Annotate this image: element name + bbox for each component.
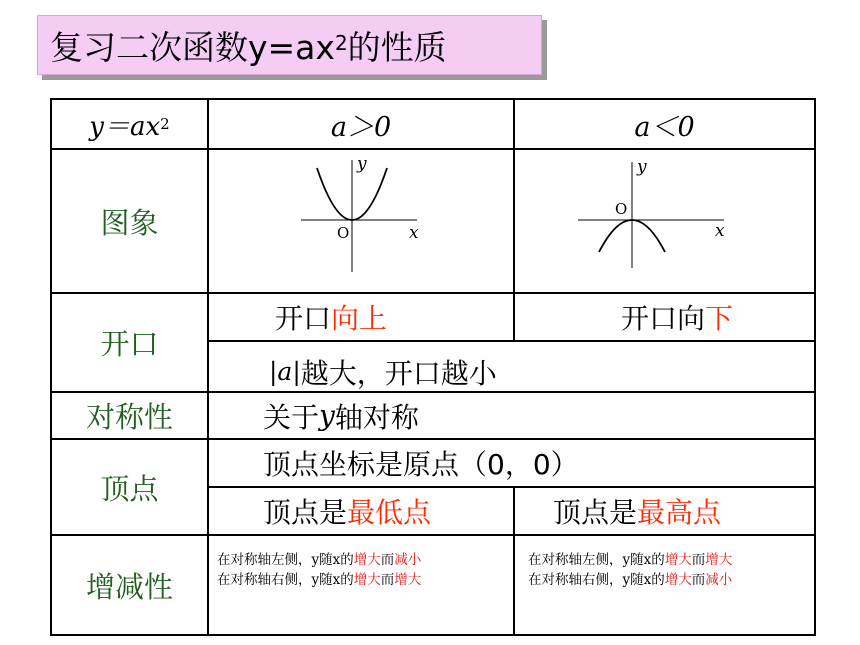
origin-label: O — [615, 200, 628, 218]
symmetry-variable: y — [319, 399, 335, 432]
title-main: 复习二次函数y=ax — [50, 27, 335, 67]
label-monotonicity-text: 增减性 — [85, 569, 173, 604]
label-symmetry-text: 对称性 — [85, 400, 173, 434]
table-border-bottom — [50, 634, 816, 636]
opening-cell-a-negative — [515, 294, 814, 340]
x-axis-label: x — [715, 221, 725, 241]
row-label-symmetry — [52, 393, 207, 438]
header-cell-a-positive — [209, 100, 513, 148]
row-label-monotonicity — [52, 536, 207, 634]
header-a-positive-text: a＞0 — [330, 111, 392, 143]
opening-merged-cell — [209, 342, 814, 391]
downward-parabola-graph — [515, 150, 814, 292]
opening-merged-text: 越大，开口越小 — [300, 356, 497, 390]
opening-positive-emphasis: 向上 — [331, 302, 388, 335]
opening-negative-prefix: 开口向 — [621, 302, 706, 335]
label-opening-text: 开口 — [100, 327, 159, 361]
vertex-cell-a-positive — [209, 488, 513, 534]
opening-positive-prefix: 开口 — [275, 302, 332, 335]
row-label-opening — [52, 294, 207, 391]
graph-cell-a-positive — [209, 150, 513, 292]
monotonic-cell-a-positive — [209, 536, 513, 634]
vertex-negative-prefix: 顶点是 — [553, 496, 638, 529]
row-label-graph — [52, 150, 207, 292]
symmetry-cell — [209, 393, 814, 438]
symmetry-suffix: 轴对称 — [334, 400, 419, 434]
symmetry-prefix: 关于 — [263, 400, 320, 434]
vertex-coord-text: 顶点坐标是原点（0，0） — [263, 448, 579, 481]
header-function-superscript: 2 — [160, 115, 170, 133]
monotonic-positive-line-right: 在对称轴右侧，y随x的增大而增大 — [217, 572, 422, 588]
title-superscript: 2 — [334, 31, 348, 55]
title-tail: 的性质 — [347, 27, 447, 67]
x-axis-label: x — [409, 223, 419, 243]
label-vertex-text: 顶点 — [100, 471, 159, 506]
vertex-coord-cell — [209, 440, 814, 486]
y-axis-label: y — [637, 157, 647, 177]
header-a-negative-text: a＜0 — [634, 111, 695, 143]
graph-cell-a-negative — [515, 150, 814, 292]
vertex-positive-emphasis: 最低点 — [347, 496, 432, 529]
table-border-right — [814, 98, 816, 636]
monotonic-positive-text — [217, 550, 421, 590]
upward-parabola-graph — [209, 150, 513, 292]
monotonic-positive-line-left: 在对称轴左侧，y随x的增大而减小 — [217, 552, 422, 568]
abs-a-symbol: |a| — [269, 357, 301, 386]
origin-label: O — [337, 224, 350, 242]
header-cell-function — [52, 100, 207, 148]
properties-table — [50, 98, 816, 636]
vertex-cell-a-negative — [515, 488, 814, 534]
monotonic-negative-line-left: 在对称轴左侧，y随x的增大而增大 — [528, 552, 733, 568]
header-cell-a-negative — [515, 100, 814, 148]
row-label-vertex — [52, 440, 207, 534]
monotonic-negative-text — [528, 550, 732, 590]
header-function-text: y＝ax — [89, 111, 161, 142]
page-title — [37, 15, 542, 75]
y-axis-label: y — [357, 154, 367, 174]
opening-cell-a-positive — [209, 294, 513, 340]
monotonic-cell-a-negative — [515, 536, 814, 634]
vertex-positive-prefix: 顶点是 — [263, 496, 348, 529]
vertex-negative-emphasis: 最高点 — [637, 496, 722, 529]
label-graph-text: 图象 — [100, 205, 159, 240]
monotonic-negative-line-right: 在对称轴右侧，y随x的增大而减小 — [528, 572, 733, 588]
opening-negative-emphasis: 下 — [705, 302, 734, 335]
